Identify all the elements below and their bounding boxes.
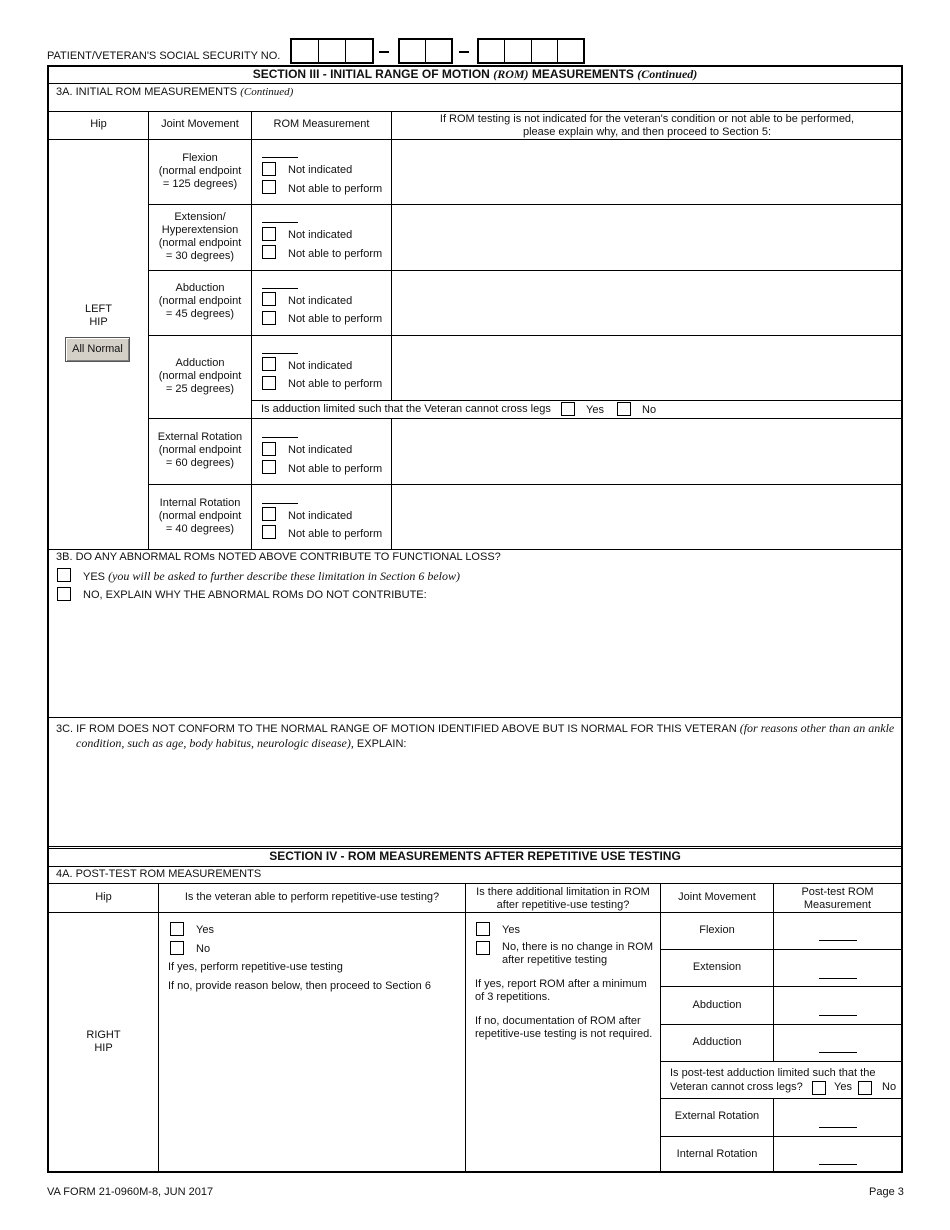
s4-col-post-header: Post-test ROM Measurement bbox=[801, 886, 874, 911]
s4-col-additional-header: Is there additional limitation in ROM after repetitive-use testing? bbox=[476, 886, 650, 911]
3b-no-label: NO, EXPLAIN WHY THE ABNORMAL ROMs DO NOT CONTRIBUTE: bbox=[83, 589, 427, 601]
movement-abduction: Abduction (normal endpoint = 45 degrees) bbox=[158, 282, 242, 320]
explain-flexion-textarea[interactable] bbox=[393, 141, 900, 203]
not-indicated-label: Not indicated bbox=[288, 510, 353, 522]
limit-no-checkbox[interactable] bbox=[476, 941, 490, 955]
not-indicated-checkbox[interactable] bbox=[262, 227, 276, 241]
movement-external-rotation: External Rotation (normal endpoint = 60 degrees) bbox=[157, 431, 243, 469]
rom-value-abduction[interactable] bbox=[262, 288, 298, 289]
question-3b: 3B. DO ANY ABNORMAL ROMs NOTED ABOVE CONTRIBUTE TO FUNCTIONAL LOSS? bbox=[56, 551, 501, 563]
not-indicated-label: Not indicated bbox=[288, 229, 353, 241]
cross-legs-no-checkbox[interactable] bbox=[617, 402, 631, 416]
movement-internal-rotation: Internal Rotation (normal endpoint = 40 degrees) bbox=[158, 497, 242, 535]
not-able-label: Not able to perform bbox=[288, 528, 383, 540]
not-able-checkbox[interactable] bbox=[262, 245, 276, 259]
explain-extension-textarea[interactable] bbox=[393, 206, 900, 269]
form-id: VA FORM 21-0960M-8, JUN 2017 bbox=[47, 1186, 214, 1198]
post-movement-external-rotation: External Rotation bbox=[674, 1110, 760, 1122]
ssn-part-3-input[interactable] bbox=[477, 38, 585, 64]
not-able-checkbox[interactable] bbox=[262, 376, 276, 390]
post-movement-extension: Extension bbox=[692, 961, 742, 973]
explain-external-rotation-textarea[interactable] bbox=[393, 420, 900, 483]
post-value-adduction[interactable] bbox=[819, 1052, 857, 1053]
not-indicated-label: Not indicated bbox=[288, 360, 353, 372]
report-rom-text: If yes, report ROM after a minimum of 3 repetitions. bbox=[475, 978, 647, 1003]
post-value-external-rotation[interactable] bbox=[819, 1127, 857, 1128]
post-cross-legs-question-2: Veteran cannot cross legs? bbox=[670, 1081, 803, 1093]
post-movement-adduction: Adduction bbox=[692, 1036, 742, 1048]
rom-value-extension[interactable] bbox=[262, 222, 298, 223]
s4-col-able-header: Is the veteran able to perform repetitive-use testing? bbox=[184, 891, 440, 903]
rom-value-external-rotation[interactable] bbox=[262, 437, 298, 438]
section-3a-label: 3A. INITIAL ROM MEASUREMENTS (Continued) bbox=[56, 86, 294, 98]
3b-no-checkbox[interactable] bbox=[57, 587, 71, 601]
ssn-part-2-input[interactable] bbox=[398, 38, 453, 64]
movement-extension: Extension/ Hyperextension (normal endpoint = 30 degrees) bbox=[158, 211, 242, 262]
able-no-reason-textarea[interactable] bbox=[166, 996, 460, 1168]
rom-value-adduction[interactable] bbox=[262, 353, 298, 354]
col-rom-header: ROM Measurement bbox=[273, 118, 370, 130]
not-indicated-checkbox[interactable] bbox=[262, 292, 276, 306]
able-no-label: No bbox=[196, 943, 211, 955]
movement-flexion: Flexion (normal endpoint = 125 degrees) bbox=[158, 152, 242, 190]
3c-explain-textarea[interactable] bbox=[56, 754, 896, 844]
not-able-label: Not able to perform bbox=[288, 313, 383, 325]
section-3-title: SECTION III - INITIAL RANGE OF MOTION (ROM) MEASUREMENTS (Continued) bbox=[252, 67, 698, 81]
documentation-text: If no, documentation of ROM after repetitive-use testing is not required. bbox=[475, 1015, 653, 1040]
col-hip-header: Hip bbox=[90, 118, 107, 130]
post-value-extension[interactable] bbox=[819, 978, 857, 979]
left-hip-label: LEFT HIP bbox=[85, 303, 112, 328]
cross-legs-no-label: No bbox=[642, 404, 657, 416]
not-indicated-checkbox[interactable] bbox=[262, 507, 276, 521]
not-able-label: Not able to perform bbox=[288, 463, 383, 475]
page-number: Page 3 bbox=[869, 1186, 904, 1198]
post-value-abduction[interactable] bbox=[819, 1015, 857, 1016]
ssn-label: PATIENT/VETERAN'S SOCIAL SECURITY NO. bbox=[47, 50, 281, 62]
explain-abduction-textarea[interactable] bbox=[393, 272, 900, 334]
if-yes-perform-text: If yes, perform repetitive-use testing bbox=[168, 961, 343, 973]
col-explain-header: If ROM testing is not indicated for the veteran's condition or not able to be performed, please explain why, and then proceed to Section 5: bbox=[439, 113, 855, 138]
right-hip-label: RIGHT HIP bbox=[86, 1029, 121, 1054]
not-indicated-checkbox[interactable] bbox=[262, 357, 276, 371]
adduction-cross-legs-question: Is adduction limited such that the Veteran cannot cross legs bbox=[261, 403, 551, 415]
question-3c: 3C. IF ROM DOES NOT CONFORM TO THE NORMAL RANGE OF MOTION IDENTIFIED ABOVE BUT IS NORMAL FOR THIS VETERAN (for reasons other than an ankle bbox=[56, 721, 895, 735]
ssn-dash-2 bbox=[459, 51, 469, 53]
if-no-reason-text: If no, provide reason below, then proceed to Section 6 bbox=[168, 980, 431, 992]
3b-yes-label: YES (you will be asked to further describe these limitation in Section 6 below) bbox=[83, 569, 461, 583]
able-yes-label: Yes bbox=[196, 924, 214, 936]
limit-no-label: No, there is no change in ROM after repetitive testing bbox=[502, 941, 654, 966]
ssn-part-1-input[interactable] bbox=[290, 38, 374, 64]
not-indicated-label: Not indicated bbox=[288, 164, 353, 176]
3b-yes-checkbox[interactable] bbox=[57, 568, 71, 582]
not-able-checkbox[interactable] bbox=[262, 460, 276, 474]
section-4a-label: 4A. POST-TEST ROM MEASUREMENTS bbox=[56, 868, 262, 880]
col-joint-header: Joint Movement bbox=[161, 118, 239, 130]
not-indicated-checkbox[interactable] bbox=[262, 442, 276, 456]
post-cross-legs-question-1: Is post-test adduction limited such that the bbox=[670, 1067, 876, 1079]
not-indicated-checkbox[interactable] bbox=[262, 162, 276, 176]
limit-yes-checkbox[interactable] bbox=[476, 922, 490, 936]
s4-col-joint-header: Joint Movement bbox=[678, 891, 756, 903]
post-cross-legs-yes-label: Yes bbox=[834, 1081, 852, 1093]
cross-legs-yes-label: Yes bbox=[586, 404, 604, 416]
question-3c-cont: condition, such as age, body habitus, neurologic disease), EXPLAIN: bbox=[76, 736, 407, 750]
not-able-label: Not able to perform bbox=[288, 183, 383, 195]
not-able-checkbox[interactable] bbox=[262, 525, 276, 539]
post-cross-legs-no-checkbox[interactable] bbox=[858, 1081, 872, 1095]
3b-explain-textarea[interactable] bbox=[80, 606, 896, 714]
not-able-label: Not able to perform bbox=[288, 248, 383, 260]
post-cross-legs-no-label: No bbox=[882, 1081, 897, 1093]
able-yes-checkbox[interactable] bbox=[170, 922, 184, 936]
explain-adduction-textarea[interactable] bbox=[393, 337, 900, 399]
post-value-internal-rotation[interactable] bbox=[819, 1164, 857, 1165]
section-4-title: SECTION IV - ROM MEASUREMENTS AFTER REPETITIVE USE TESTING bbox=[269, 849, 681, 863]
not-indicated-label: Not indicated bbox=[288, 444, 353, 456]
cross-legs-yes-checkbox[interactable] bbox=[561, 402, 575, 416]
post-movement-flexion: Flexion bbox=[699, 924, 735, 936]
able-no-checkbox[interactable] bbox=[170, 941, 184, 955]
post-movement-internal-rotation: Internal Rotation bbox=[676, 1148, 758, 1160]
s4-col-hip-header: Hip bbox=[95, 891, 112, 903]
not-indicated-label: Not indicated bbox=[288, 295, 353, 307]
all-normal-button[interactable]: All Normal bbox=[65, 337, 130, 362]
movement-adduction: Adduction (normal endpoint = 25 degrees) bbox=[158, 357, 242, 395]
rom-value-internal-rotation[interactable] bbox=[262, 503, 298, 504]
not-able-checkbox[interactable] bbox=[262, 311, 276, 325]
ssn-dash-1 bbox=[379, 51, 389, 53]
explain-internal-rotation-textarea[interactable] bbox=[393, 486, 900, 548]
not-able-label: Not able to perform bbox=[288, 378, 383, 390]
limit-yes-label: Yes bbox=[502, 924, 520, 936]
post-cross-legs-yes-checkbox[interactable] bbox=[812, 1081, 826, 1095]
not-able-checkbox[interactable] bbox=[262, 180, 276, 194]
post-value-flexion[interactable] bbox=[819, 940, 857, 941]
post-movement-abduction: Abduction bbox=[692, 999, 742, 1011]
rom-value-flexion[interactable] bbox=[262, 157, 298, 158]
